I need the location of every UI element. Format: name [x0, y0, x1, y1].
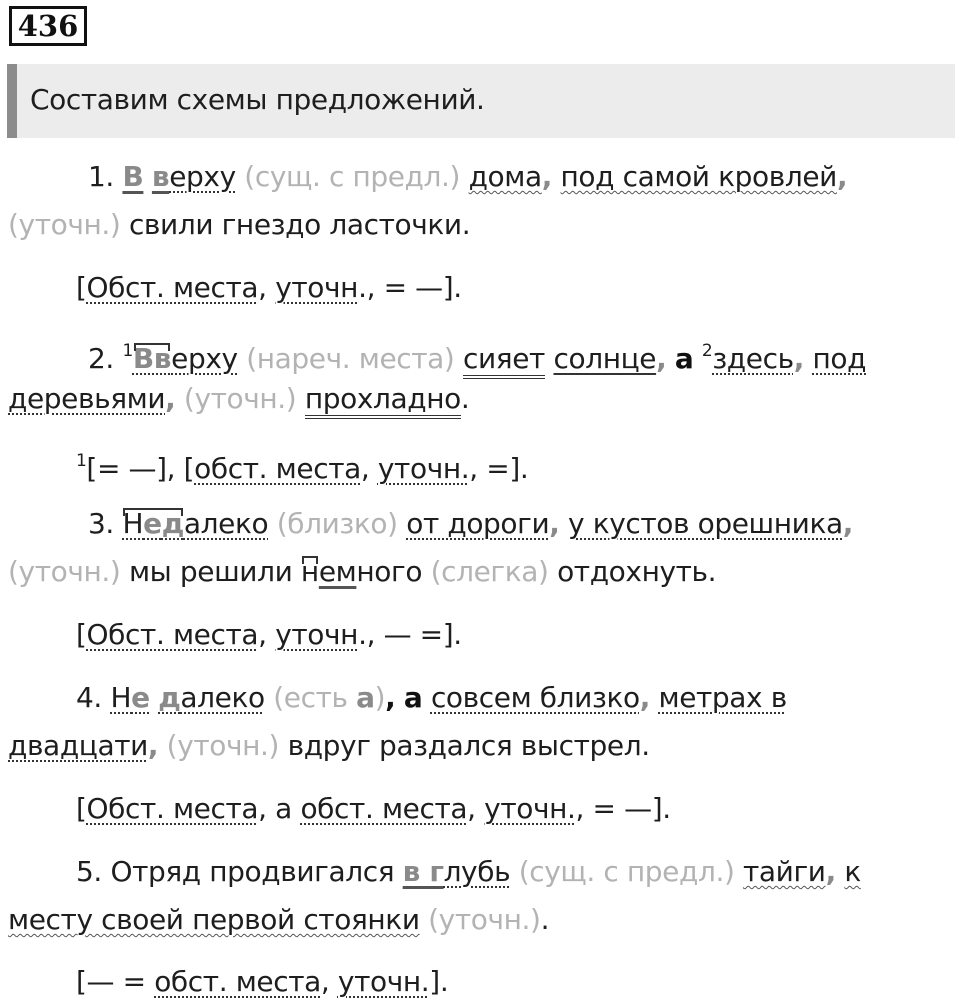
item-5-scheme: [— = обст. места, уточн.]. [76, 965, 449, 998]
item-1-scheme: [Обст. места, уточн., = —]. [76, 271, 462, 304]
item-4-scheme: [Обст. места, а обст. места, уточн., = —]. [76, 792, 671, 825]
item-3-line-1: 3. Недалеко (близко) от дороги, у кустов орешника, [88, 507, 853, 540]
item-1-line-2: (уточн.) свили гнездо ласточки. [8, 208, 471, 241]
item-2-line-1: 2. $^1$Вверху (нареч. места) сияет солнце, а $^2$здесь, под [88, 334, 866, 376]
item-3-line-2: (уточн.) мы решили немного (слегка) отдохнуть. [8, 555, 717, 588]
item-4-line-1: 4. Не далеко (есть а), а совсем близко, метрах в [76, 681, 787, 714]
exercise-number: 436 [9, 6, 87, 46]
item-2-line-2: деревьями, (уточн.) прохладно. [8, 382, 469, 416]
task-instruction: Составим схемы предложений. [30, 83, 485, 116]
item-2-scheme: $^1$[= —], [обст. места, уточн., =]. [76, 451, 529, 485]
item-5-line-2: месту своей первой стоянки (уточн.). [8, 903, 550, 936]
task-instruction-bar [7, 64, 955, 138]
item-3-scheme: [Обст. места, уточн., — =]. [76, 618, 462, 651]
item-5-line-1: 5. Отряд продвигался в глубь (сущ. с предл.) тайги, к [76, 855, 861, 888]
item-4-line-2: двадцати, (уточн.) вдруг раздался выстрел. [8, 729, 650, 762]
item-1-line-1: 1. В верху (сущ. с предл.) дома, под самой кровлей, [88, 160, 848, 193]
